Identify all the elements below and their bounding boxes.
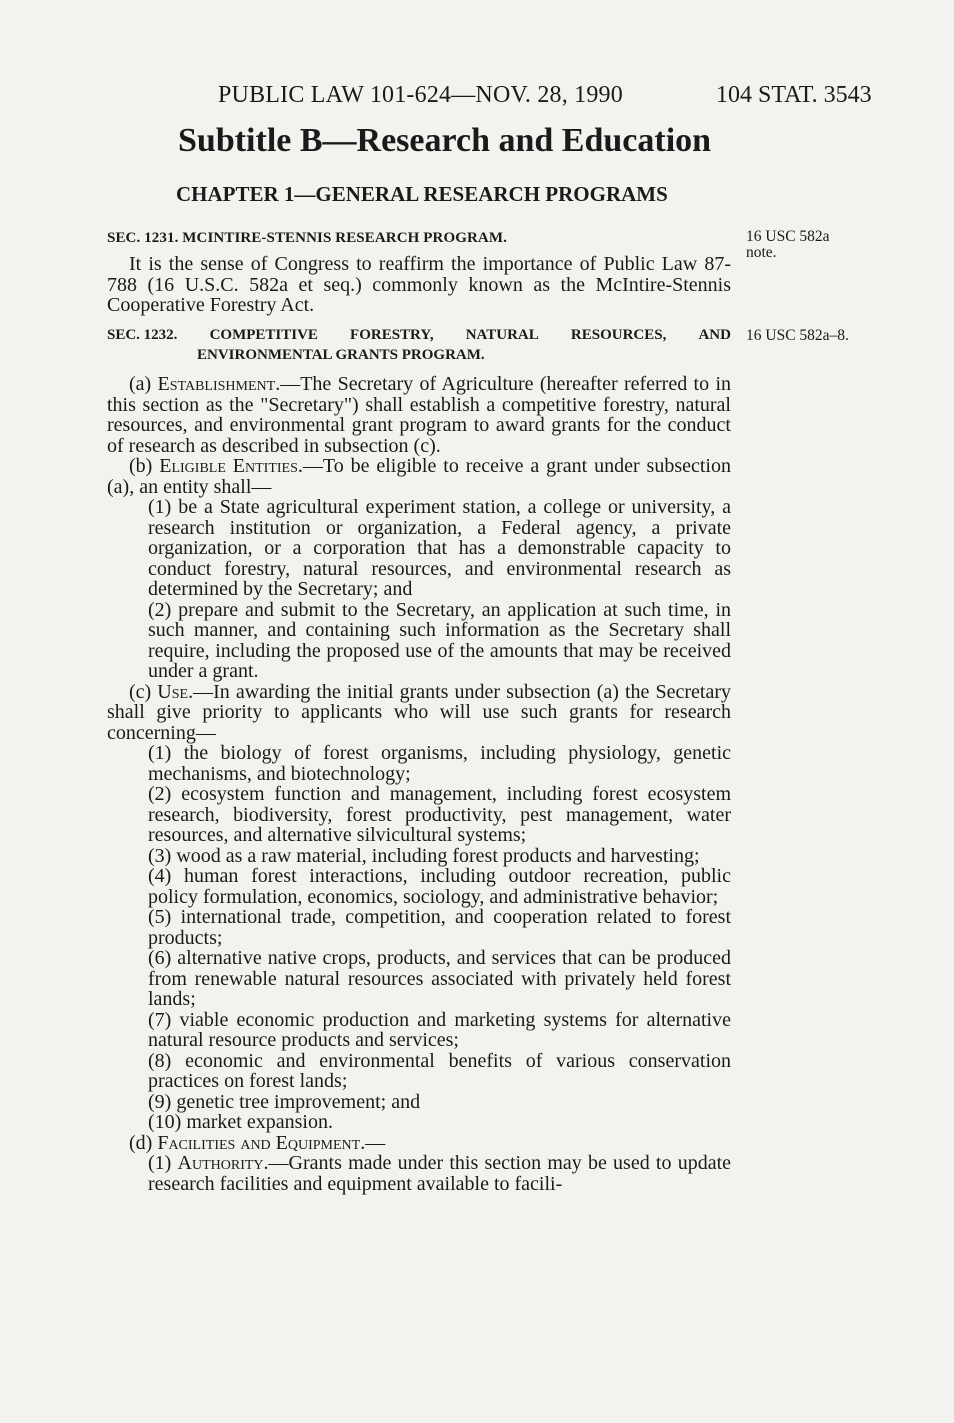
subsection-d-dash: — — [365, 1131, 386, 1154]
paragraph-d1-label: (1) — [148, 1152, 172, 1174]
subsection-b-heading: Eligible Entities. — [159, 455, 303, 477]
subsection-d-label: (d) — [129, 1131, 153, 1154]
subsection-a-heading: Establishment. — [157, 373, 281, 395]
subsection-b-label: (b) — [129, 455, 153, 477]
subsection-a — [107, 374, 731, 456]
subtitle-heading: Subtitle B—Research and Education — [178, 122, 712, 159]
sec-1232-body — [107, 374, 731, 1194]
chapter-heading: CHAPTER 1—GENERAL RESEARCH PROGRAMS — [176, 182, 668, 206]
paragraph-c10: (10) market expansion. — [148, 1111, 333, 1133]
subsection-c-label: (c) — [129, 680, 152, 703]
subsection-b-text: —To be eligible to receive a grant under subsection (a), an entity shall— — [107, 455, 731, 498]
sec-1232-number: SEC. 1232. — [107, 327, 178, 343]
paragraph-c1: (1) the biology of forest organisms, including physiology, genetic mechanisms, and biotechnology; — [148, 742, 731, 785]
heading-word: RESOURCES, — [570, 327, 667, 343]
paragraph-d1-heading: Authority. — [177, 1152, 269, 1174]
heading-word: AND — [698, 327, 731, 343]
page-reference: 104 STAT. 3543 — [716, 82, 872, 108]
paragraph-c2: (2) ecosystem function and management, including forest ecosystem research, biodiversity, forest productivity, pest management, water resources, and alternative silvicultural systems; — [148, 783, 731, 846]
subsection-a-label: (a) — [129, 373, 152, 395]
paragraph-c5: (5) international trade, competition, and cooperation related to forest products; — [148, 906, 731, 949]
paragraph-c4: (4) human forest interactions, including outdoor recreation, public policy formulation, economics, sociology, and administrative behavior; — [148, 865, 731, 908]
running-title: PUBLIC LAW 101-624—NOV. 28, 1990 — [218, 82, 623, 108]
subsection-c-heading: Use. — [157, 680, 194, 703]
paragraph-b2: (2) prepare and submit to the Secretary, an application at such time, in such manner, and containing such information as the Secretary shall require, including the proposed use of the amounts that may be received under a grant. — [148, 598, 731, 682]
paragraph-b1: (1) be a State agricultural experiment station, a college or university, a research institution or organization, a Federal agency, a private organization, or a corporation that has a demonstrable capacity to conduct forestry, natural resources, and environmental research as determined by the Secretary; and — [148, 496, 731, 600]
paragraph-c7: (7) viable economic production and marketing systems for alternative natural resource products and services; — [148, 1008, 731, 1051]
sec-1232-heading — [107, 325, 731, 365]
margin-note-line-2: note. — [746, 244, 777, 261]
subsection-c-text: —In awarding the initial grants under subsection (a) the Secretary shall give priority to applicants who will use such grants for research concerning— — [107, 680, 732, 744]
paragraph-d1-text: —Grants made under this section may be used to update research facilities and equipment available to facili- — [148, 1152, 731, 1195]
sec-1232-margin-note: 16 USC 582a–8. — [746, 327, 849, 344]
subsection-d-heading: Facilities and Equipment. — [157, 1131, 366, 1154]
paragraph-d1 — [107, 1153, 731, 1194]
sec-1231-paragraph: It is the sense of Congress to reaffirm the importance of Public Law 87-788 (16 U.S.C. 582a et seq.) commonly known as the McIntire-Stennis Cooperative Forestry Act. — [107, 253, 731, 316]
subsection-a-text: —The Secretary of Agriculture (hereafter referred to in this section as the "Secretary") shall establish a competitive forestry, natural resources, and environmental grant program to award grants for the conduct of research as described in subsection (c). — [107, 373, 732, 457]
heading-word: FORESTRY, — [350, 327, 434, 343]
subsection-b — [107, 456, 731, 497]
paragraph-c9: (9) genetic tree improvement; and — [148, 1090, 421, 1113]
sec-1231-heading: SEC. 1231. MCINTIRE-STENNIS RESEARCH PROGRAM. — [107, 230, 507, 246]
sec-1231-margin-note — [746, 229, 830, 261]
paragraph-c6: (6) alternative native crops, products, and services that can be produced from renewable natural resources associated with privately held forest lands; — [148, 947, 731, 1010]
subsection-c — [107, 682, 731, 744]
paragraph-c8: (8) economic and environmental benefits of various conservation practices on forest lands; — [148, 1049, 731, 1092]
sec-1231-body — [107, 254, 731, 316]
subsection-d — [107, 1133, 731, 1154]
sec-1232-heading-line-2: ENVIRONMENTAL GRANTS PROGRAM. — [197, 347, 485, 363]
margin-note-line-1: 16 USC 582a — [746, 228, 830, 245]
heading-word: NATURAL — [465, 327, 539, 343]
paragraph-c3: (3) wood as a raw material, including forest products and harvesting; — [148, 844, 700, 867]
heading-word: COMPETITIVE — [209, 327, 318, 343]
